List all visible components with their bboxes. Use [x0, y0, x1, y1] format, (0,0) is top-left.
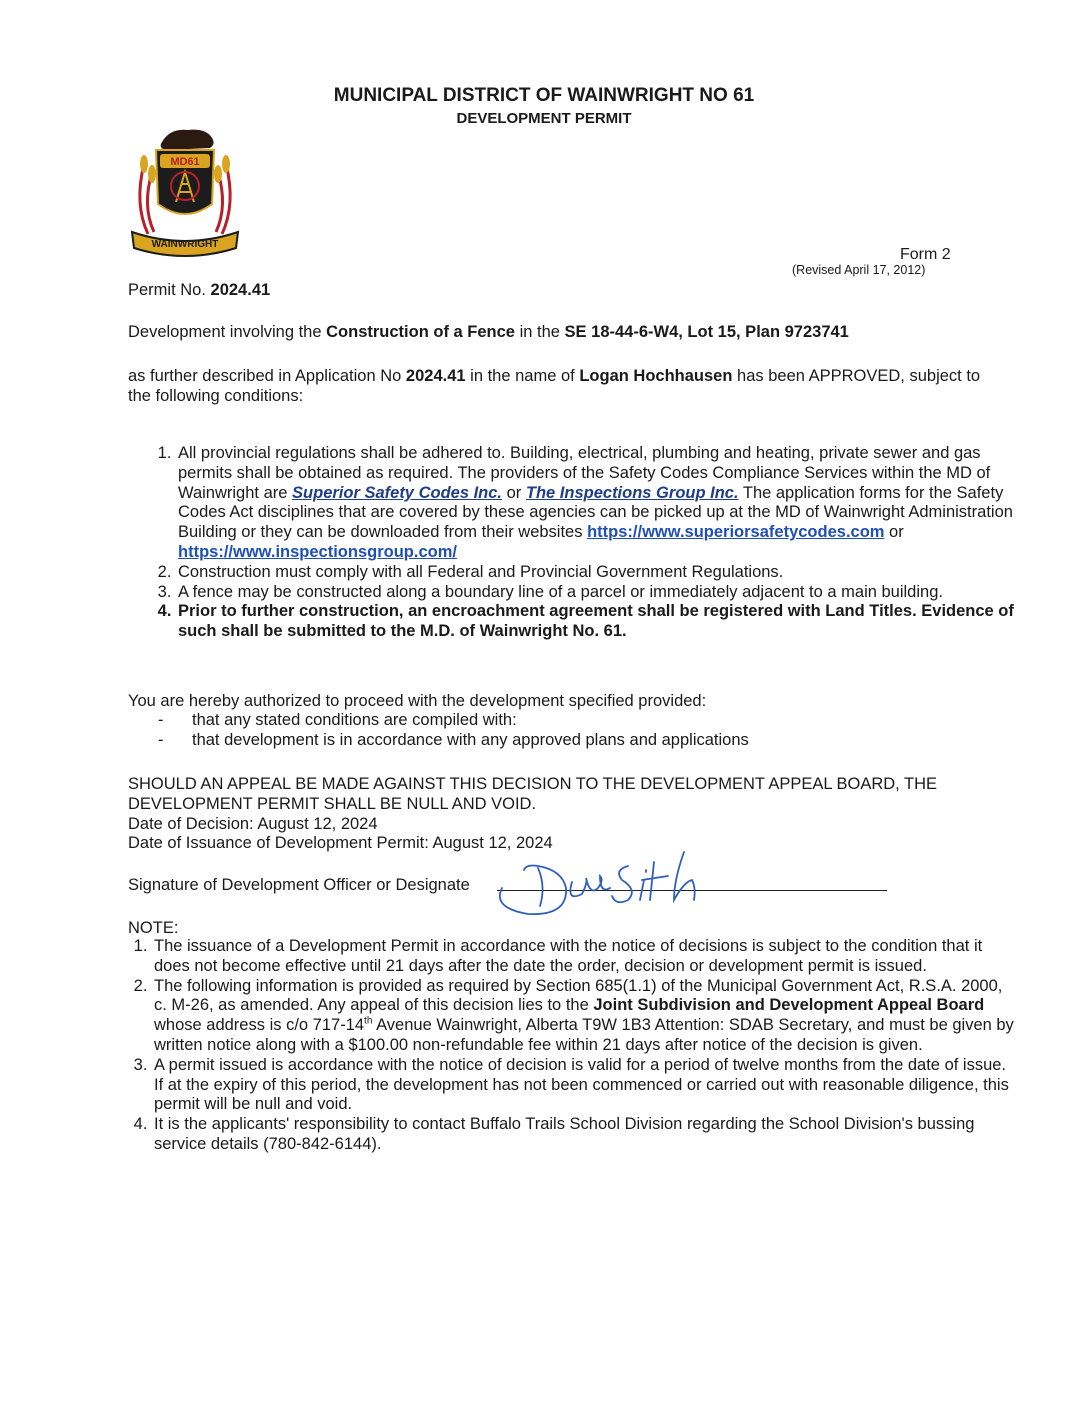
development-location: SE 18-44-6-W4, Lot 15, Plan 9723741 — [564, 323, 849, 341]
application-mid: in the name of — [470, 367, 575, 385]
logo-top-text: MD61 — [170, 156, 200, 168]
decision-date-line — [128, 815, 998, 835]
md-wainwright-logo — [126, 124, 244, 264]
development-mid: in the — [519, 323, 560, 341]
condition-4: 4. Prior to further construction, an encroachment agreement shall be registered with Land Titles. Evidence of such shall be submitted to the M.D. of Wainwright No. 61. — [176, 602, 1018, 642]
permit-number: 2024.41 — [210, 281, 271, 299]
note-4: 4. It is the applicants' responsibility to contact Buffalo Trails School Division regarding the School Division's bussing service details (780-842-6144). — [152, 1115, 1014, 1155]
development-description — [128, 323, 1008, 343]
development-project: Construction of a Fence — [326, 323, 515, 341]
application-suffix: has been APPROVED, subject to the following conditions: — [128, 367, 981, 405]
document-title: DEVELOPMENT PERMIT — [456, 110, 632, 127]
issuance-date-label: Date of Issuance of Development Permit: — [128, 834, 429, 853]
note-3: 3. A permit issued is accordance with the notice of decision is valid for a period of twelve months from the date of issue. If at the expiry of this period, the development has not been commenced or carried out with reasonable diligence, this permit will be null and void. — [152, 1056, 1014, 1115]
application-prefix: as further described in Application No — [128, 367, 402, 385]
note-2-text-b: whose address is c/o 717-14 — [154, 1016, 365, 1035]
issuance-date: August 12, 2024 — [432, 834, 553, 853]
permit-label: Permit No. — [128, 281, 206, 299]
organization-title: MUNICIPAL DISTRICT OF WAINWRIGHT NO 61 — [333, 85, 755, 106]
condition-1-or-2: or — [889, 523, 904, 542]
note-2-text-c: Avenue Wainwright, Alberta T9W 1B3 Attention: SDAB Secretary, and must be given by written notice along with a $100.00 non-refundable fee within 21 days after notice of the decision is given. — [154, 1016, 1014, 1054]
logo-banner-text: WAINWRIGHT — [151, 239, 219, 250]
inspections-group-url[interactable]: https://www.inspectionsgroup.com/ — [178, 542, 457, 561]
condition-1-text-a: All provincial regulations shall be adhered to. Building, electrical, plumbing and heating, private sewer and gas permits shall be obtained as required. The providers of the Safety Codes Compliance Services within the MD of Wainwright are — [178, 444, 991, 502]
authorization-intro: You are hereby authorized to proceed with the development specified provided: — [128, 692, 707, 710]
applicant-name: Logan Hochhausen — [579, 367, 733, 385]
condition-1-text-b: The application forms for the Safety Codes Act disciplines that are covered by these agencies can be picked up at the MD of Wainwright Administration Building or they can be downloaded from their websites — [178, 483, 1013, 542]
condition-2: 2. Construction must comply with all Federal and Provincial Government Regulations. — [176, 563, 1018, 583]
condition-1-or: or — [506, 483, 522, 502]
note-2-text-a: The following information is provided as required by Section 685(1.1) of the Municipal Government Act, R.S.A. 2000, c. M-26, as amended. Any appeal of this decision lies to the — [154, 976, 1003, 1015]
condition-1 — [176, 444, 1018, 563]
inspections-group-link[interactable]: The Inspections Group Inc. — [525, 483, 739, 502]
handwritten-signature — [488, 836, 748, 920]
form-number: Form 2 — [900, 246, 951, 263]
superior-safety-codes-link[interactable]: Superior Safety Codes Inc. — [292, 483, 503, 502]
application-approval-text — [128, 367, 988, 407]
authorization-list — [158, 711, 749, 751]
condition-3: 3. A fence may be constructed along a boundary line of a parcel or immediately adjacent to a main building. — [176, 583, 1018, 603]
conditions-list — [150, 444, 1018, 642]
permit-number-line — [128, 281, 270, 301]
signature-label: Signature of Development Officer or Designate — [128, 876, 470, 894]
authorization-item: - that any stated conditions are compiled with: — [158, 711, 749, 731]
note-1: 1. The issuance of a Development Permit in accordance with the notice of decisions is subject to the condition that it does not become effective until 21 days after the date the order, decision or development permit is issued. — [152, 937, 1014, 977]
note-2 — [152, 977, 1014, 1056]
ordinal-superscript: th — [364, 1015, 373, 1027]
notes-title: NOTE: — [128, 919, 179, 937]
appeal-warning: SHOULD AN APPEAL BE MADE AGAINST THIS DECISION TO THE DEVELOPMENT APPEAL BOARD, THE DEVELOPMENT PERMIT SHALL BE NULL AND VOID. — [128, 775, 938, 813]
decision-date-label: Date of Decision: — [128, 814, 254, 833]
authorization-item: - that development is in accordance with any approved plans and applications — [158, 731, 749, 751]
notes-list — [128, 937, 1014, 1155]
decision-date: August 12, 2024 — [257, 814, 378, 833]
form-revised-date: (Revised April 17, 2012) — [792, 263, 926, 277]
superior-safety-codes-url[interactable]: https://www.superiorsafetycodes.com — [587, 523, 885, 542]
application-number: 2024.41 — [405, 367, 466, 385]
development-prefix: Development involving the — [128, 323, 322, 341]
appeal-board-name: Joint Subdivision and Development Appeal Board — [593, 996, 985, 1015]
